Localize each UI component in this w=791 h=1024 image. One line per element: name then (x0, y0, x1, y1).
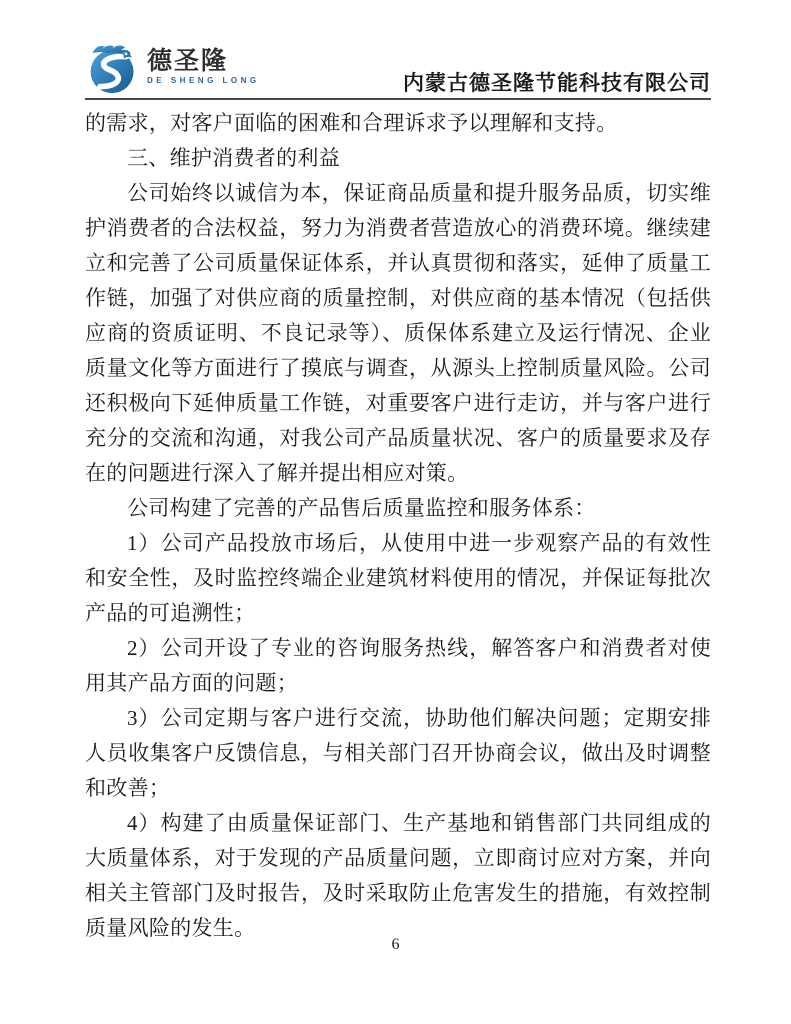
company-name: 内蒙古德圣隆节能科技有限公司 (403, 71, 711, 95)
page-number: 6 (391, 936, 400, 953)
company-logo (85, 38, 260, 100)
document-body (85, 106, 711, 946)
page-footer (0, 936, 791, 954)
logo-subtitle: DE SHENG LONG (147, 76, 260, 85)
paragraph-continuation: 的需求，对客户面临的困难和合理诉求予以理解和支持。 (85, 111, 618, 135)
header-rule (85, 98, 711, 100)
list-item-3: 3）公司定期与客户进行交流，协助他们解决问题；定期安排人员收集客户反馈信息，与相关部门召开协商会议，做出及时调整和改善； (85, 706, 711, 800)
logo-name: 德圣隆 (147, 47, 229, 75)
list-item-1: 1）公司产品投放市场后，从使用中进一步观察产品的有效性和安全性，及时监控终端企业建筑材料使用的情况，并保证每批次产品的可追溯性； (85, 531, 711, 625)
section-heading: 三、维护消费者的利益 (127, 146, 340, 170)
page-header (85, 26, 711, 100)
dragon-sphere-icon (85, 38, 141, 96)
logo-text (147, 49, 260, 85)
paragraph: 公司构建了完善的产品售后质量监控和服务体系： (127, 496, 596, 520)
list-item-2: 2）公司开设了专业的咨询服务热线，解答客户和消费者对使用其产品方面的问题； (85, 636, 711, 695)
list-item-4: 4）构建了由质量保证部门、生产基地和销售部门共同组成的大质量体系，对于发现的产品质量问题，立即商讨应对方案，并向相关主管部门及时报告，及时采取防止危害发生的措施，有效控制质量风险的发生。 (85, 811, 711, 940)
paragraph: 公司始终以诚信为本，保证商品质量和提升服务品质，切实维护消费者的合法权益，努力为消费者营造放心的消费环境。继续建立和完善了公司质量保证体系，并认真贯彻和落实，延伸了质量工作链，加强了对供应商的质量控制，对供应商的基本情况（包括供应商的资质证明、不良记录等）、质保体系建立及运行情况、企业质量文化等方面进行了摸底与调查，从源头上控制质量风险。公司还积极向下延伸质量工作链，对重要客户进行走访，并与客户进行充分的交流和沟通，对我公司产品质量状况、客户的质量要求及存在的问题进行深入了解并提出相应对策。 (85, 181, 711, 485)
